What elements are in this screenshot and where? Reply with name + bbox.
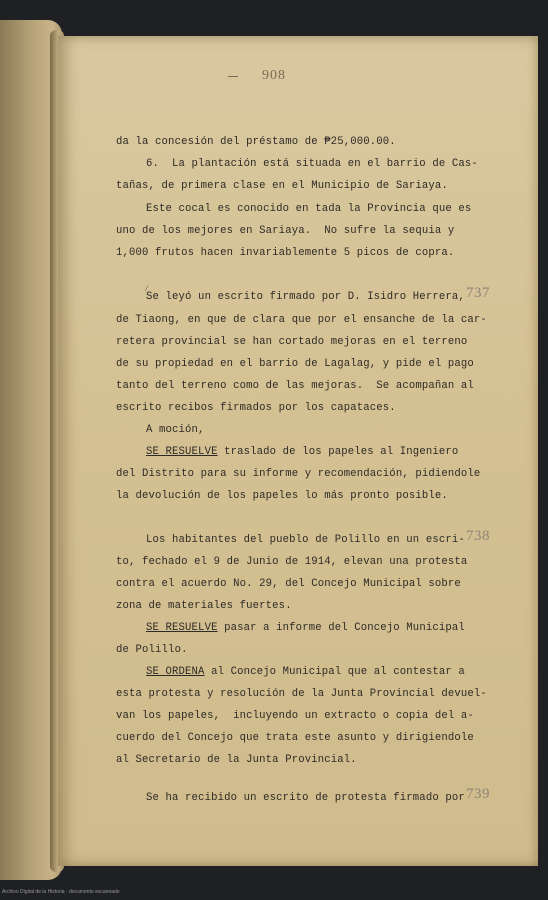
text-line-9: retera provincial se han cortado mejoras en el terreno — [116, 336, 468, 348]
text-line-13: A moción, — [146, 424, 205, 436]
text-line-19: contra el acuerdo No. 29, del Concejo Municipal sobre — [116, 578, 461, 590]
text-line-23: SE ORDENA al Concejo Municipal que al contestar a — [146, 666, 465, 678]
text-line-24: esta protesta y resolución de la Junta Provincial devuel- — [116, 688, 487, 700]
margin-number-739: 739 — [466, 786, 490, 802]
text-line-20: zona de materiales fuertes. — [116, 600, 292, 612]
text-line-16: la devolución de los papeles lo más pronto posible. — [116, 490, 448, 502]
text-line-8: de Tiaong, en que de clara que por el ensanche de la car- — [116, 314, 487, 326]
margin-number-737: 737 — [466, 285, 490, 301]
order-keyword: SE ORDENA — [146, 666, 205, 678]
text-line-22: de Polillo. — [116, 644, 188, 656]
text-line-25: van los papeles, incluyendo un extracto o copia del a- — [116, 710, 474, 722]
text-line-27: al Secretario de la Junta Provincial. — [116, 754, 357, 766]
margin-number-738: 738 — [466, 528, 490, 544]
scan-footer: Archivo Digital de la Historia · documento escaneado — [2, 889, 120, 895]
text-line-3: tañas, de primera clase en el Municipio de Sariaya. — [116, 180, 448, 192]
text-line-7: Se leyó un escrito firmado por D. Isidro Herrera, — [146, 291, 465, 303]
text-line-26: cuerdo del Concejo que trata este asunto y dirigiendole — [116, 732, 474, 744]
text-line-18: to, fechado el 9 de Junio de 1914, elevan una protesta — [116, 556, 468, 568]
text-line-28: Se ha recibido un escrito de protesta firmado por — [146, 792, 465, 804]
text-line-6: 1,000 frutos hacen invariablemente 5 picos de copra. — [116, 247, 455, 259]
text-line-1: da la concesión del préstamo de ₱25,000.00. — [116, 136, 396, 148]
text-line-10: de su propiedad en el barrio de Lagalag, y pide el pago — [116, 358, 474, 370]
resolution-keyword: SE RESUELVE — [146, 622, 218, 634]
text-line-12: escrito recibos firmados por los capataces. — [116, 402, 396, 414]
text-line-21: SE RESUELVE pasar a informe del Concejo Municipal — [146, 622, 465, 634]
text-line-14: SE RESUELVE traslado de los papeles al Ingeniero — [146, 446, 459, 458]
text-line-5: uno de los mejores en Sariaya. No sufre la sequia y — [116, 225, 455, 237]
text-line-15: del Distrito para su informe y recomendación, pidiendole — [116, 468, 481, 480]
resolution-keyword: SE RESUELVE — [146, 446, 218, 458]
text-line-2: 6. La plantación está situada en el barrio de Cas- — [146, 158, 478, 170]
text-line-11: tanto del terreno como de las mejoras. Se acompañan al — [116, 380, 474, 392]
text-line-4: Este cocal es conocido en tada la Provincia que es — [146, 203, 472, 215]
page-number: 908 — [262, 68, 286, 83]
text-line-17: Los habitantes del pueblo de Polillo en un escri- — [146, 534, 465, 546]
pencil-mark-icon: ∕ — [144, 284, 150, 294]
